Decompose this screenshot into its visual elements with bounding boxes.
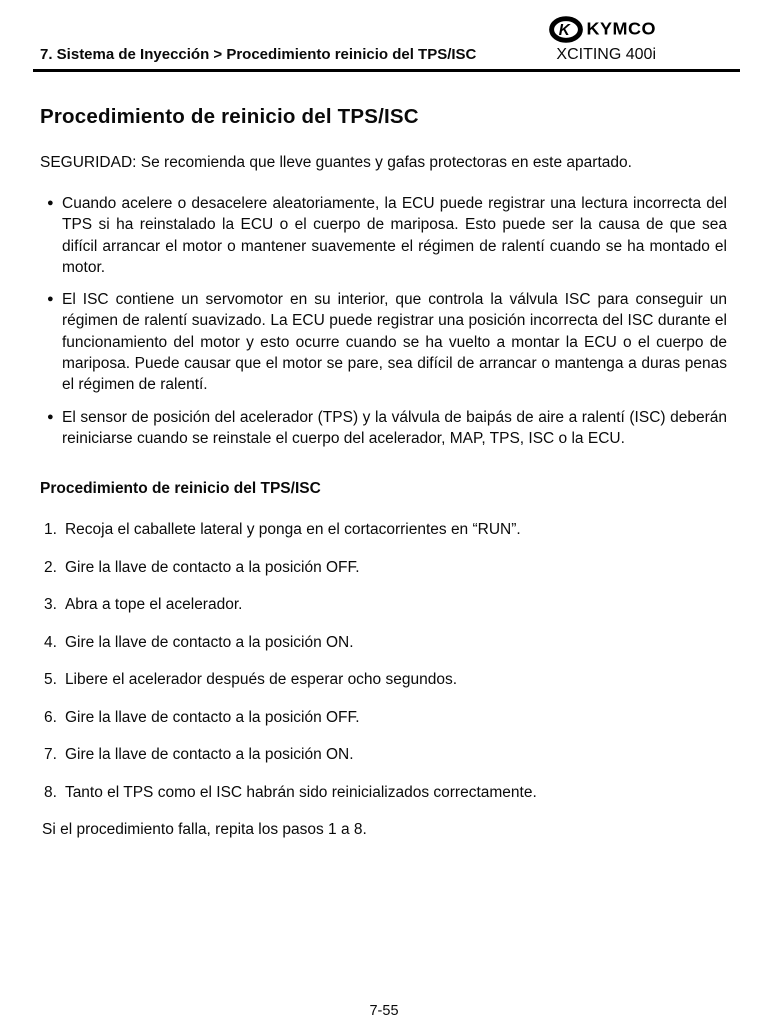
list-item — [40, 289, 727, 395]
step-number: 3. — [44, 596, 57, 614]
breadcrumb: 7. Sistema de Inyección > Procedimiento reinicio del TPS/ISC — [40, 46, 477, 63]
step-item — [40, 746, 727, 763]
step-item — [40, 521, 727, 538]
step-number: 4. — [44, 633, 57, 651]
step-item — [40, 559, 727, 576]
svg-text:K: K — [558, 21, 570, 39]
bullet-text: Cuando acelere o desacelere aleatoriamente, la ECU puede registrar una lectura incorrecta del TPS si ha reinstalado la ECU o el cuerpo de mariposa. Esto puede ser la causa de que sea difícil arrancar el motor o mantener suavemente el régimen de ralentí cuando se ha montado el motor. — [62, 195, 727, 276]
step-item — [40, 709, 727, 726]
list-item — [40, 407, 727, 450]
step-number: 7. — [44, 746, 57, 764]
kymco-logo-text: KYMCO — [586, 19, 656, 39]
step-number: 1. — [44, 521, 57, 539]
page-body — [40, 105, 727, 838]
steps-heading: Procedimiento de reinicio del TPS/ISC — [40, 480, 321, 498]
step-number: 2. — [44, 558, 57, 576]
step-text: Recoja el caballete lateral y ponga en el cortacorrientes en “RUN”. — [64, 521, 521, 539]
kymco-mark-icon — [548, 16, 584, 43]
bullet-icon: ● — [47, 293, 54, 306]
safety-note: SEGURIDAD: Se recomienda que lleve guantes y gafas protectoras en este apartado. — [40, 154, 632, 171]
bullet-icon: ● — [47, 410, 54, 423]
step-number: 8. — [44, 783, 57, 801]
step-item — [40, 784, 727, 801]
step-text: Tanto el TPS como el ISC habrán sido reinicializados correctamente. — [64, 783, 537, 801]
notes-list — [40, 193, 727, 449]
bullet-text: El sensor de posición del acelerador (TPS) y la válvula de baipás de aire a ralentí (ISC) deberán reiniciarse cuando se reinstale el cuerpo del acelerador, MAP, TPS, ISC o la ECU. — [62, 408, 727, 447]
step-text: Gire la llave de contacto a la posición ON. — [64, 746, 354, 764]
header-row — [33, 43, 740, 69]
step-text: Libere el acelerador después de esperar ocho segundos. — [64, 671, 458, 689]
page-header — [33, 0, 740, 72]
step-item — [40, 671, 727, 688]
steps-list — [40, 521, 727, 801]
step-number: 6. — [44, 708, 57, 726]
failure-note: Si el procedimiento falla, repita los pasos 1 a 8. — [42, 821, 367, 839]
step-item — [40, 634, 727, 651]
list-item — [40, 193, 727, 278]
step-text: Gire la llave de contacto a la posición OFF. — [64, 558, 360, 576]
logo-row — [33, 15, 740, 43]
step-number: 5. — [44, 671, 57, 689]
page-title: Procedimiento de reinicio del TPS/ISC — [40, 105, 419, 128]
step-text: Gire la llave de contacto a la posición ON. — [64, 633, 354, 651]
step-item — [40, 596, 727, 613]
model-label: XCITING 400i — [556, 46, 656, 63]
page-number: 7-55 — [369, 1003, 399, 1019]
page-footer — [0, 1003, 768, 1019]
step-text: Gire la llave de contacto a la posición OFF. — [64, 708, 360, 726]
bullet-text: El ISC contiene un servomotor en su interior, que controla la válvula ISC para conseguir un régimen de ralentí suavizado. La ECU puede registrar una posición incorrecta del ISC durante el funcionamiento del motor y esto ocurre cuando se ha vuelto a montar la ECU o el cuerpo de mariposa. Puede causar que el motor se pare, sea difícil de arrancar o mantenga a duras penas el régimen de ralentí. — [62, 291, 727, 394]
step-text: Abra a tope el acelerador. — [64, 596, 243, 614]
bullet-icon: ● — [47, 197, 54, 209]
kymco-logo — [548, 16, 657, 43]
